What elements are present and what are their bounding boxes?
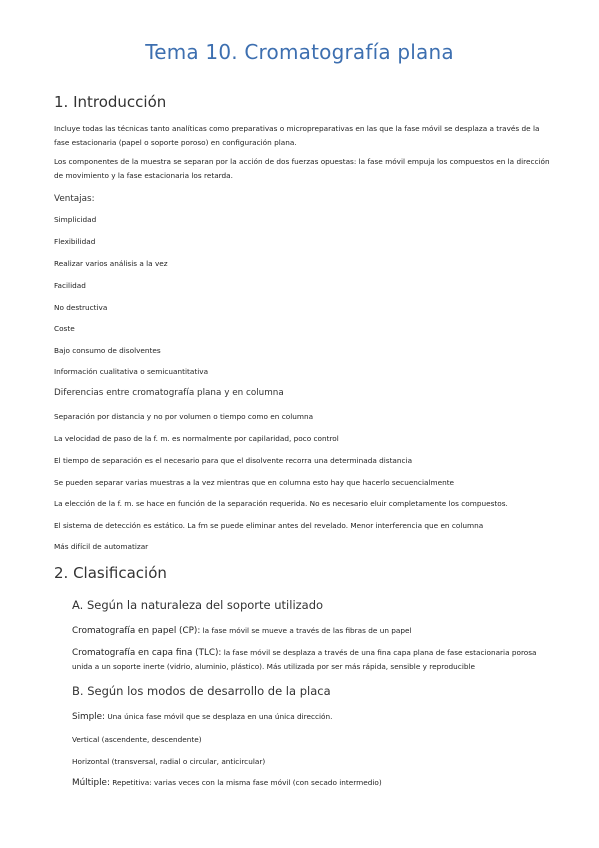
simple-label: Simple: xyxy=(72,712,106,722)
simple-text: Una única fase móvil que se desplaza en una única dirección. xyxy=(105,712,333,721)
section-heading-introduccion: 1. Introducción xyxy=(54,93,167,111)
subsection-heading-a: A. Según la naturaleza del soporte utilizado xyxy=(72,598,324,612)
diferencia-item: Separación por distancia y no por volumen o tiempo como en columna xyxy=(54,412,314,421)
tlc-definition xyxy=(72,646,554,674)
ventaja-item: Coste xyxy=(54,324,75,333)
cp-definition xyxy=(72,624,554,638)
ventaja-item: Flexibilidad xyxy=(54,237,96,246)
ventaja-item: Bajo consumo de disolventes xyxy=(54,346,161,355)
diferencia-item: Más difícil de automatizar xyxy=(54,542,149,551)
ventaja-item: Simplicidad xyxy=(54,215,97,224)
simple-definition xyxy=(72,710,554,724)
intro-paragraph-1: Incluye todas las técnicas tanto analíticas como preparativas o micropreparativas en las que la fase móvil se desplaza a través de la fase estacionaria (papel o soporte poroso) en configuración plana. xyxy=(54,124,540,147)
horizontal-item: Horizontal (transversal, radial o circular, anticircular) xyxy=(72,757,266,766)
intro-paragraph-2: Los componentes de la muestra se separan por la acción de dos fuerzas opuestas: la fase móvil empuja los compuestos en la dirección de movimiento y la fase estacionaria los retarda. xyxy=(54,157,550,180)
diferencia-item: Se pueden separar varias muestras a la vez mientras que en columna esto hay que hacerlo secuencialmente xyxy=(54,478,455,487)
cp-label: Cromatografía en papel (CP): xyxy=(72,626,201,636)
section-heading-clasificacion: 2. Clasificación xyxy=(54,564,167,582)
ventaja-item: Realizar varios análisis a la vez xyxy=(54,259,168,268)
diferencia-item: La elección de la f. m. se hace en función de la separación requerida. No es necesario eluir completamente los compuestos. xyxy=(54,499,508,508)
tlc-label: Cromatografía en capa fina (TLC): xyxy=(72,648,222,658)
ventaja-item: Información cualitativa o semicuantitativa xyxy=(54,367,209,376)
ventaja-item: No destructiva xyxy=(54,303,108,312)
diferencia-item: La velocidad de paso de la f. m. es normalmente por capilaridad, poco control xyxy=(54,434,339,443)
multiple-text: Repetitiva: varias veces con la misma fase móvil (con secado intermedio) xyxy=(109,778,382,787)
ventajas-label: Ventajas: xyxy=(54,194,95,204)
vertical-item: Vertical (ascendente, descendente) xyxy=(72,735,202,744)
cp-text: la fase móvil se mueve a través de las fibras de un papel xyxy=(200,626,412,635)
tlc-text: la fase móvil se desplaza a través de una fina capa plana de fase estacionaria porosa unida a un soporte inerte (vidrio, aluminio, plástico). Más utilizada por ser más rápida, sensible y reproducible xyxy=(72,648,537,671)
page-title: Tema 10. Cromatografía plana xyxy=(145,40,454,64)
subsection-heading-b: B. Según los modos de desarrollo de la placa xyxy=(72,684,331,698)
diferencia-item: El tiempo de separación es el necesario para que el disolvente recorra una determinada distancia xyxy=(54,456,413,465)
diferencias-label: Diferencias entre cromatografía plana y en columna xyxy=(54,388,284,398)
multiple-label: Múltiple: xyxy=(72,778,110,788)
ventaja-item: Facilidad xyxy=(54,281,86,290)
diferencia-item: El sistema de detección es estático. La fm se puede eliminar antes del revelado. Menor interferencia que en columna xyxy=(54,521,484,530)
multiple-definition xyxy=(72,776,554,790)
